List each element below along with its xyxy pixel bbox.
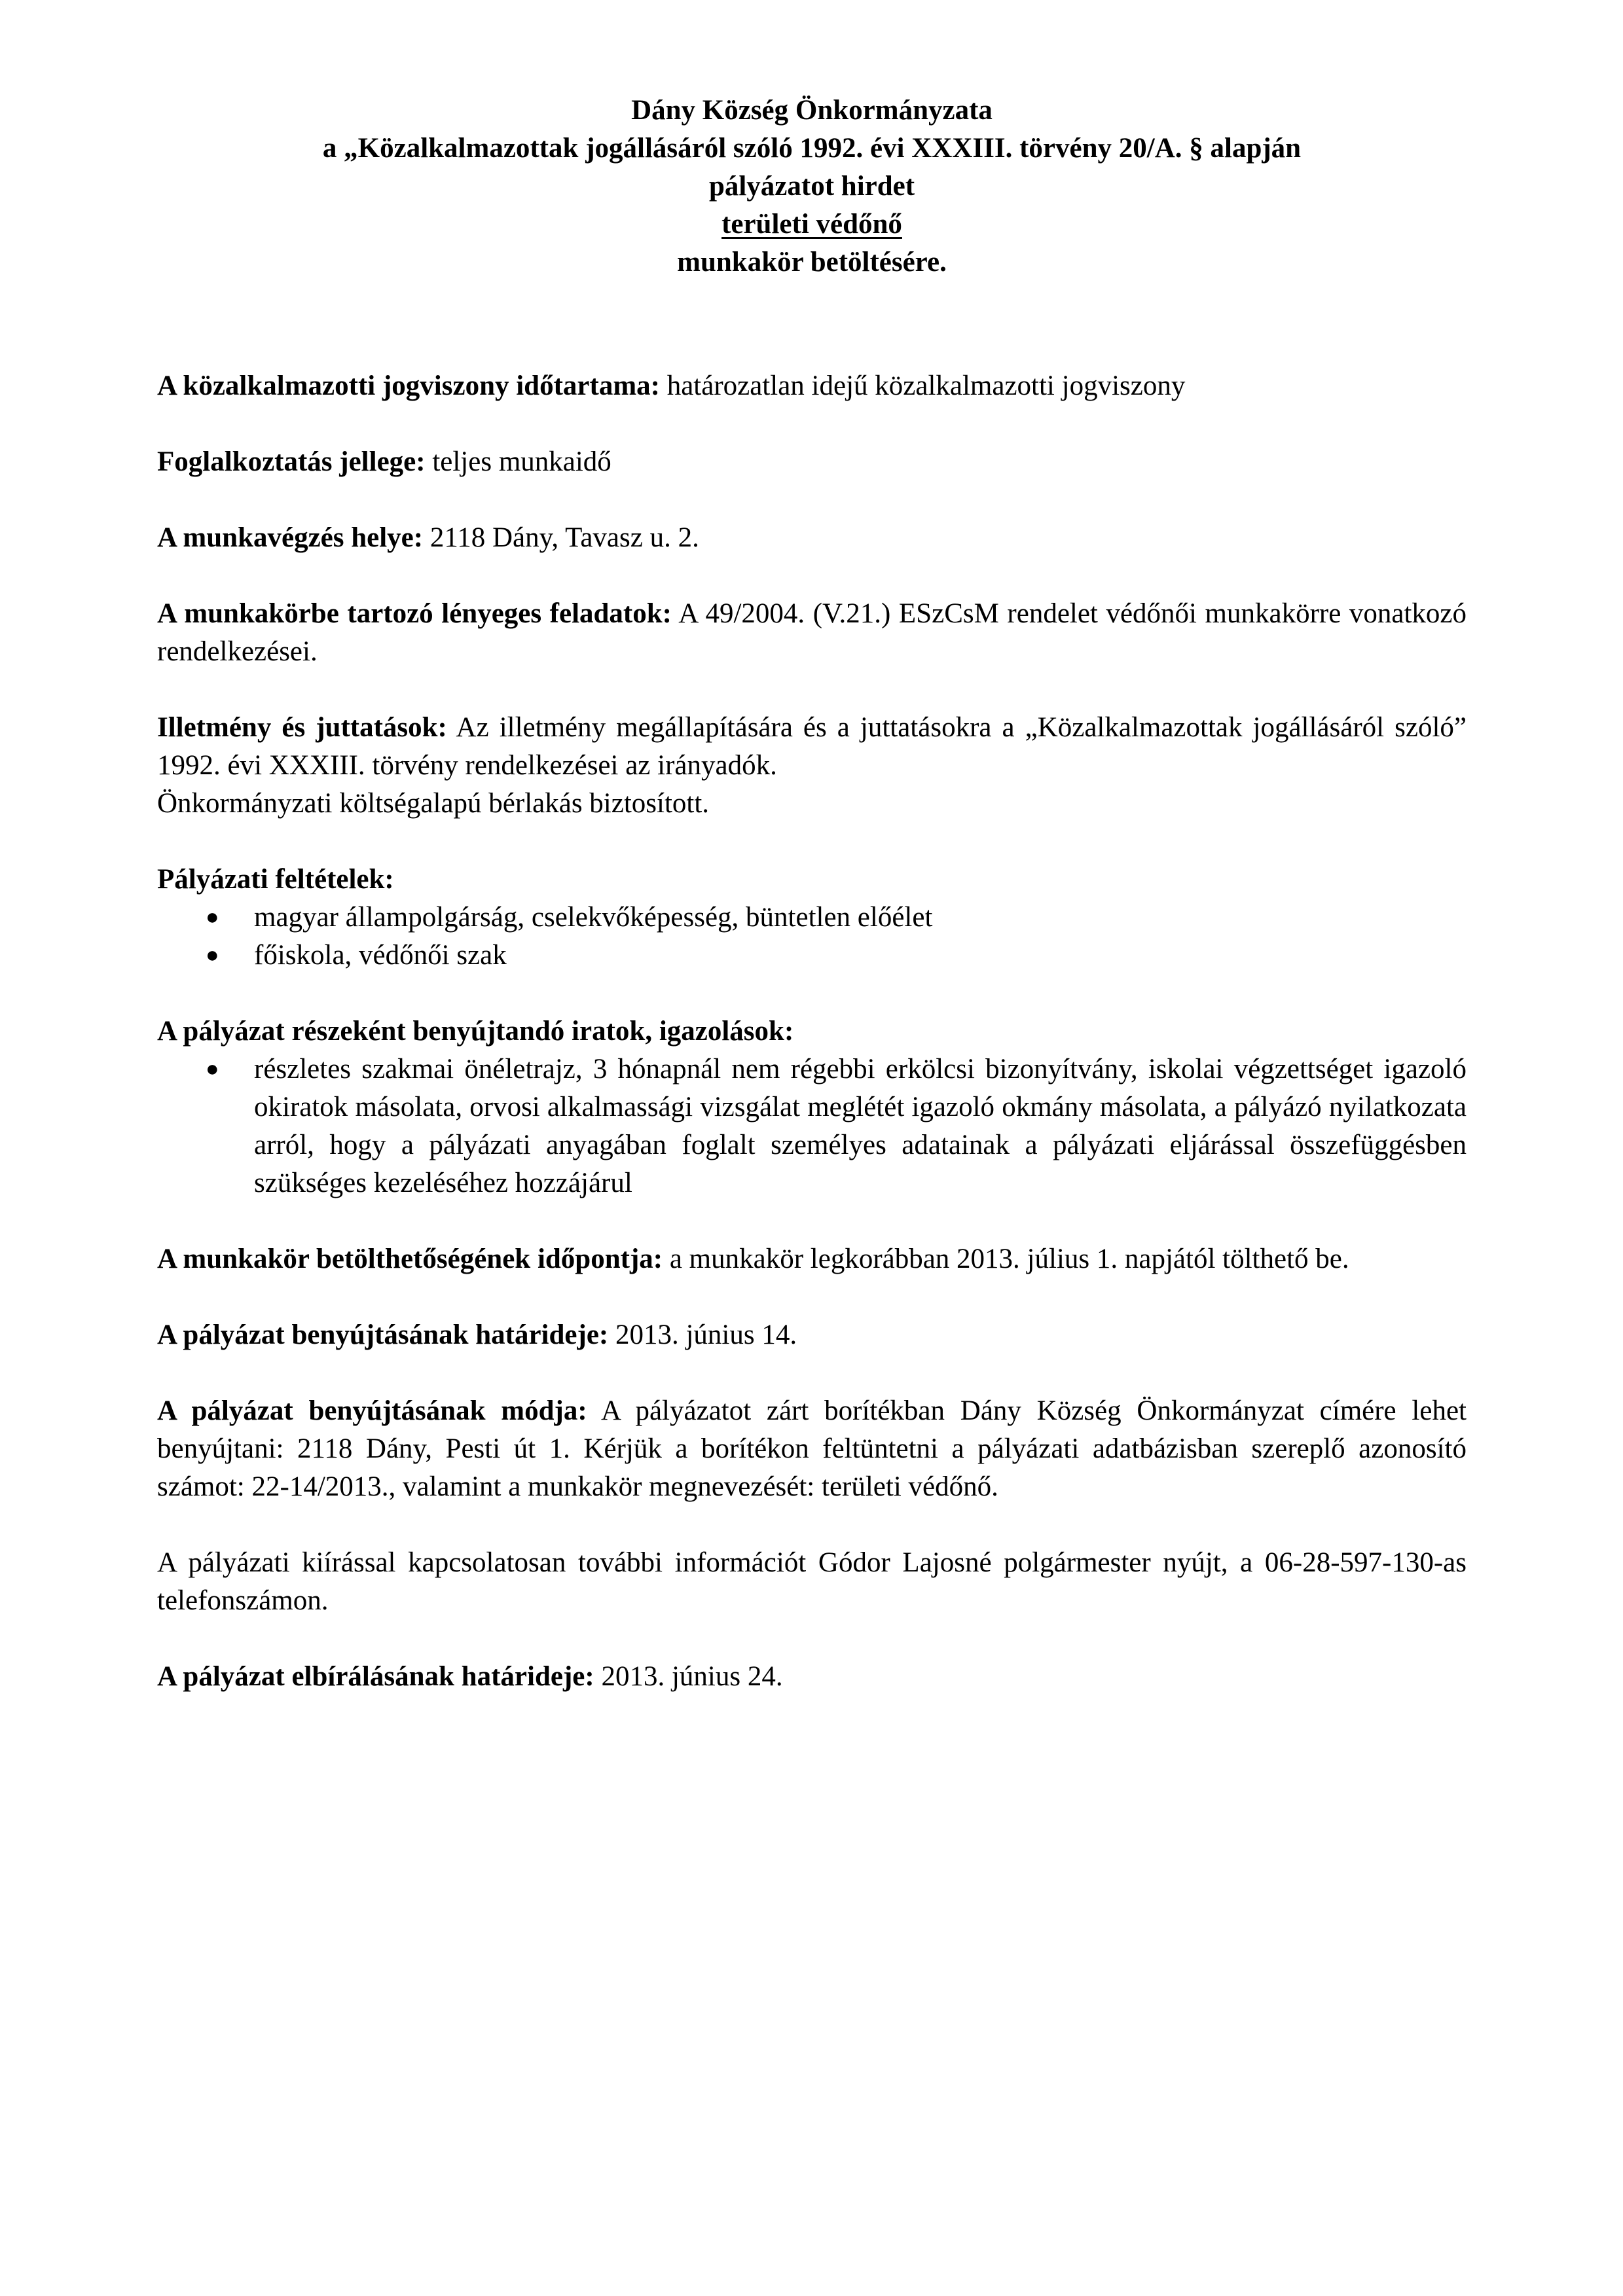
section-info-value: A pályázati kiírással kapcsolatosan további információt Gódor Lajosné polgármester nyújt, a 06-28-597-130-as telefonszámon.	[157, 1547, 1467, 1616]
document-header	[157, 92, 1467, 281]
bullet-icon: ●	[206, 905, 219, 929]
bullet-icon: ●	[206, 1057, 219, 1081]
list-item	[157, 1050, 1467, 1202]
documents-list	[157, 1050, 1467, 1202]
section-salary-housing: Önkormányzati költségalapú bérlakás biztosított.	[157, 788, 710, 819]
section-documents	[157, 1013, 1467, 1202]
section-decision-value: 2013. június 24.	[601, 1661, 783, 1692]
section-employment-type	[157, 443, 1467, 481]
list-item	[157, 899, 1467, 937]
header-announcement: pályázatot hirdet	[708, 171, 915, 202]
section-conditions-label: Pályázati feltételek:	[157, 864, 394, 895]
section-duties-value: A 49/2004. (V.21.) ESzCsM rendelet védőnői munkakörre vonatkozó rendelkezései.	[157, 598, 1467, 667]
section-duration-label: A közalkalmazotti jogviszony időtartama:	[157, 370, 660, 401]
section-submission	[157, 1392, 1467, 1506]
list-item	[157, 937, 1467, 975]
section-conditions	[157, 861, 1467, 975]
section-start-date-label: A munkakör betölthetőségének időpontja:	[157, 1244, 663, 1274]
bullet-icon: ●	[206, 943, 219, 967]
header-legal-basis: a „Közalkalmazottak jogállásáról szóló 1992. évi XXXIII. törvény 20/A. § alapján	[322, 133, 1302, 164]
section-salary-value: Az illetmény megállapítására és a juttatásokra a „Közalkalmazottak jogállásáról szóló” 1992. évi XXXIII. törvény rendelkezései az irányadók.	[157, 712, 1467, 781]
section-decision	[157, 1658, 1467, 1696]
header-position-suffix: munkakör betöltésére.	[677, 247, 947, 278]
section-duties	[157, 595, 1467, 671]
section-deadline-value: 2013. június 14.	[615, 1319, 797, 1350]
section-salary-label: Illetmény és juttatások:	[157, 712, 447, 743]
section-salary	[157, 709, 1467, 823]
section-submission-value: A pályázatot zárt borítékban Dány Község Önkormányzat címére lehet benyújtani: 2118 Dány, Pesti út 1. Kérjük a borítékon feltüntetni a pályázati adatbázisban szereplő azonosító számot: 22-14/2013., valamint a munkakör megnevezését: területi védőnő.	[157, 1395, 1467, 1502]
header-position-title: területi védőnő	[721, 209, 902, 240]
section-deadline	[157, 1316, 1467, 1354]
document-page	[157, 92, 1467, 1734]
conditions-list	[157, 899, 1467, 975]
section-workplace-label: A munkavégzés helye:	[157, 522, 424, 553]
section-info	[157, 1544, 1467, 1620]
section-start-date	[157, 1240, 1467, 1278]
header-organization: Dány Község Önkormányzata	[631, 95, 993, 126]
section-documents-label: A pályázat részeként benyújtandó iratok, igazolások:	[157, 1016, 794, 1047]
list-item-text: magyar állampolgárság, cselekvőképesség, büntetlen előélet	[254, 902, 933, 933]
section-submission-label: A pályázat benyújtásának módja:	[157, 1395, 587, 1426]
section-employment-type-label: Foglalkoztatás jellege:	[157, 446, 426, 477]
section-workplace	[157, 519, 1467, 557]
section-employment-type-value: teljes munkaidő	[432, 446, 611, 477]
section-deadline-label: A pályázat benyújtásának határideje:	[157, 1319, 609, 1350]
list-item-text: részletes szakmai önéletrajz, 3 hónapnál nem régebbi erkölcsi bizonyítvány, iskolai végzettséget igazoló okiratok másolata, orvosi alkalmassági vizsgálat meglétét igazoló okmány másolata, a pályázó nyilatkozata arról, hogy a pályázati anyagában foglalt személyes adatainak a pályázati eljárással összefüggésben szükséges kezeléséhez hozzájárul	[254, 1054, 1467, 1198]
header-position-title-line	[157, 206, 1467, 243]
section-duration	[157, 367, 1467, 405]
list-item-text: főiskola, védőnői szak	[254, 940, 507, 971]
section-decision-label: A pályázat elbírálásának határideje:	[157, 1661, 594, 1692]
section-workplace-value: 2118 Dány, Tavasz u. 2.	[429, 522, 699, 553]
section-start-date-value: a munkakör legkorábban 2013. július 1. napjától tölthető be.	[669, 1244, 1349, 1274]
section-duties-label: A munkakörbe tartozó lényeges feladatok:	[157, 598, 672, 629]
section-duration-value: határozatlan idejű közalkalmazotti jogviszony	[666, 370, 1186, 401]
